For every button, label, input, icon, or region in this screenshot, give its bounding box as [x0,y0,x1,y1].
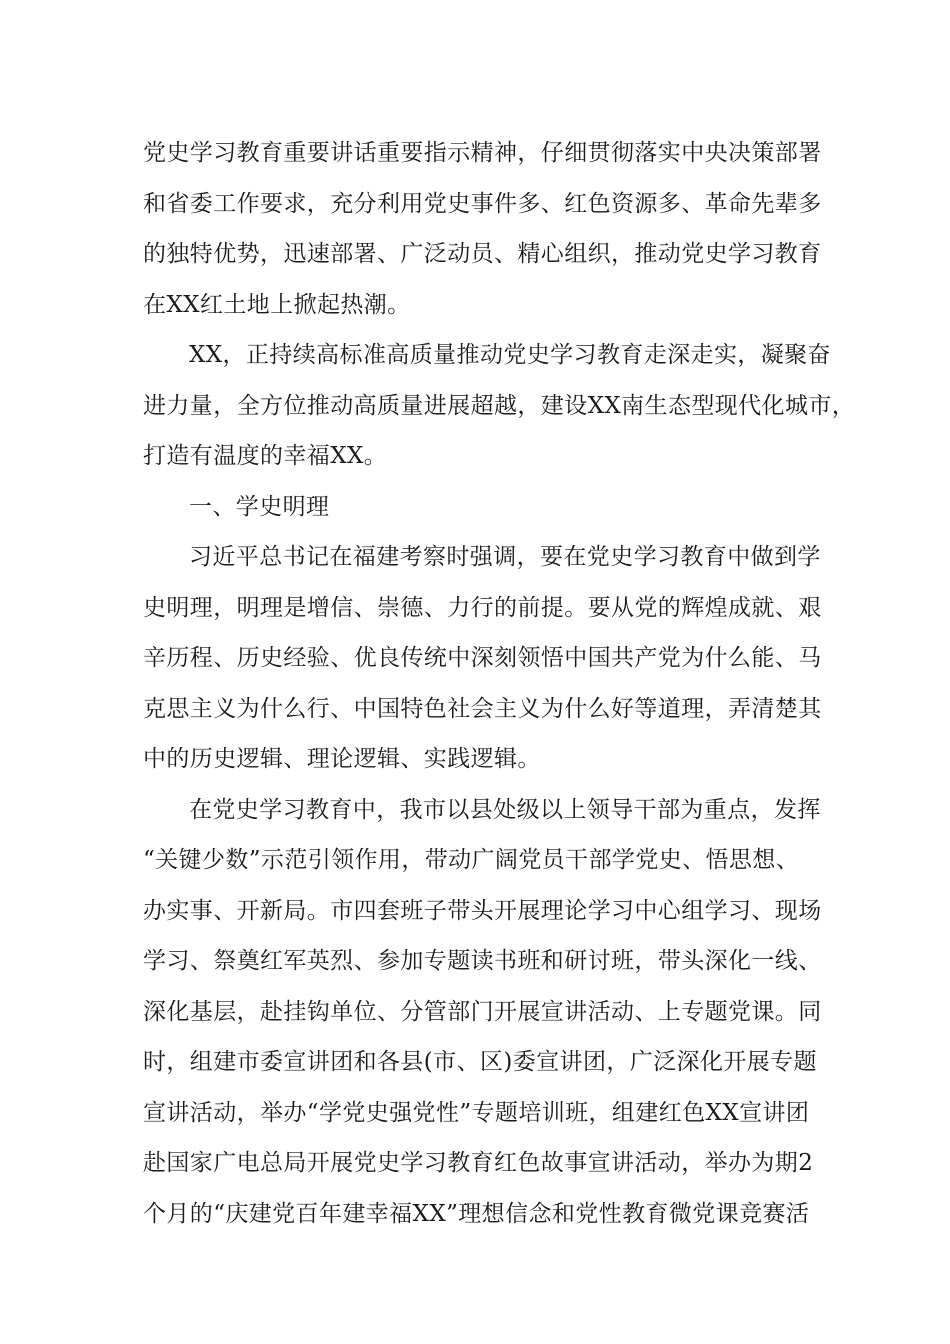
section-heading [143,482,808,533]
text-line: “关键少数”示范引领作用，带动广阔党员干部学党史、悟思想、 [143,847,800,873]
paragraph-4 [143,785,822,1240]
text-line: 史明理，明理是增信、崇德、力行的前提。要从党的辉煌成就、艰 [143,594,822,621]
text-line: 习近平总书记在福建考察时强调，要在党史学习教育中做到学 [189,544,821,570]
text-line: 在XX红土地上掀起热潮。 [143,291,411,318]
text-line: 赴国家广电总局开展党史学习教育红色故事宣讲活动，举办为期2 [143,1150,814,1176]
text-line: 辛历程、历史经验、优良传统中深刻领悟中国共产党为什么能、马 [143,645,822,671]
text-line: XX，正持续高标准高质量推动党史学习教育走深走实，凝聚奋 [189,342,831,368]
text-line: 个月的“庆建党百年建幸福XX”理想信念和党性教育微党课竞赛活 [143,1200,810,1227]
paragraph-3 [143,532,822,785]
text-line: 宣讲活动，举办“学党史强党性”专题培训班，组建红色XX宣讲团 [143,1099,810,1126]
paragraph-2 [143,330,856,482]
text-line: 的独特优势，迅速部署、广泛动员、精心组织，推动党史学习教育 [143,241,822,267]
text-line: 时，组建市委宣讲团和各县(市、区)委宣讲团，广泛深化开展专题 [143,1049,817,1075]
text-line: 在党史学习教育中，我市以县处级以上领导干部为重点，发挥 [189,796,821,823]
text-line: 深化基层，赴挂钩单位、分管部门开展宣讲活动、上专题党课。同 [143,998,822,1025]
text-line: 进力量，全方位推动高质量进展超越，建设XX南生态型现代化城市， [143,392,856,419]
heading-text: 一、学史明理 [189,493,330,520]
text-line: 打造有温度的幸福XX。 [143,443,388,469]
text-line: 学习、祭奠红军英烈、参加专题读书班和研讨班，带头深化一线、 [143,948,822,974]
text-line: 和省委工作要求，充分利用党史事件多、红色资源多、革命先辈多 [143,190,822,217]
text-line: 办实事、开新局。市四套班子带头开展理论学习中心组学习、现场 [143,897,822,924]
text-line: 党史学习教育重要讲话重要指示精神，仔细贯彻落实中央决策部署 [143,140,822,166]
text-line: 中的历史逻辑、理论逻辑、实践逻辑。 [143,746,541,772]
document-body [143,128,856,1239]
paragraph-1 [143,128,822,330]
text-line: 克思主义为什么行、中国特色社会主义为什么好等道理，弄清楚其 [143,695,822,722]
